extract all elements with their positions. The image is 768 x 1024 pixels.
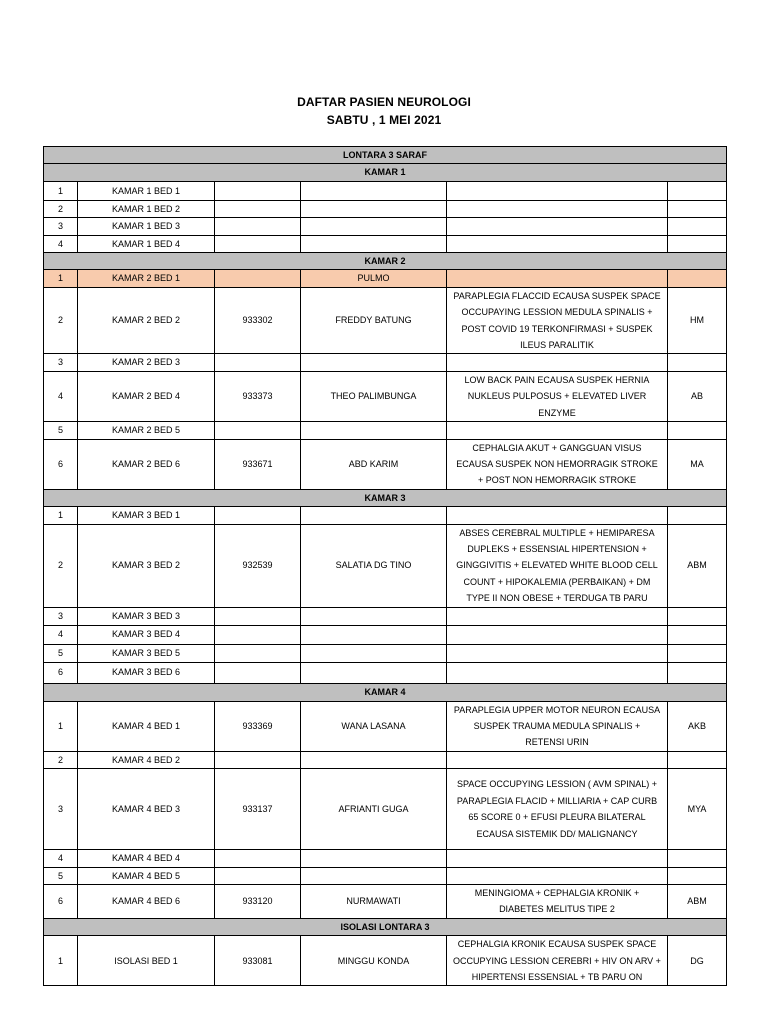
row-number: 3 [44, 354, 78, 371]
diagnosis [447, 422, 668, 439]
doctor-initials: ABM [668, 524, 727, 607]
diagnosis [447, 181, 668, 200]
bed-label: KAMAR 2 BED 2 [78, 287, 215, 354]
doctor-initials [668, 235, 727, 252]
medical-record-number: 933081 [215, 936, 301, 986]
patient-name: AFRIANTI GUGA [301, 769, 447, 850]
section-header: KAMAR 4 [44, 683, 727, 701]
medical-record-number: 933120 [215, 885, 301, 919]
medical-record-number [215, 181, 301, 200]
doctor-initials [668, 625, 727, 644]
patient-row [44, 625, 727, 644]
row-number: 2 [44, 287, 78, 354]
medical-record-number [215, 354, 301, 371]
medical-record-number [215, 235, 301, 252]
doctor-initials [668, 662, 727, 683]
row-number: 3 [44, 607, 78, 625]
patient-row [44, 287, 727, 354]
bed-label: KAMAR 1 BED 4 [78, 235, 215, 252]
row-number: 1 [44, 701, 78, 751]
medical-record-number [215, 751, 301, 768]
diagnosis [447, 507, 668, 524]
doctor-initials [668, 867, 727, 884]
doctor-initials: HM [668, 287, 727, 354]
diagnosis [447, 270, 668, 287]
patient-row [44, 936, 727, 986]
row-number: 5 [44, 867, 78, 884]
patient-row [44, 885, 727, 919]
row-number: 2 [44, 751, 78, 768]
bed-label: KAMAR 4 BED 1 [78, 701, 215, 751]
section-header: LONTARA 3 SARAF [44, 147, 727, 164]
row-number: 6 [44, 439, 78, 489]
medical-record-number [215, 662, 301, 683]
section-header: KAMAR 3 [44, 489, 727, 506]
bed-label: KAMAR 2 BED 1 [78, 270, 215, 287]
diagnosis: MENINGIOMA + CEPHALGIA KRONIK + DIABETES MELITUS TIPE 2 [447, 885, 668, 919]
diagnosis [447, 235, 668, 252]
patient-name: THEO PALIMBUNGA [301, 371, 447, 421]
patient-name: PULMO [301, 270, 447, 287]
page-title: DAFTAR PASIEN NEUROLOGI [297, 95, 471, 109]
section-header: KAMAR 2 [44, 253, 727, 270]
patient-name: SALATIA DG TINO [301, 524, 447, 607]
row-number: 4 [44, 371, 78, 421]
patient-name [301, 607, 447, 625]
medical-record-number [215, 607, 301, 625]
medical-record-number [215, 867, 301, 884]
medical-record-number: 933373 [215, 371, 301, 421]
patient-row [44, 235, 727, 252]
diagnosis [447, 218, 668, 235]
diagnosis: LOW BACK PAIN ECAUSA SUSPEK HERNIA NUKLEUS PULPOSUS + ELEVATED LIVER ENZYME [447, 371, 668, 421]
patient-name [301, 644, 447, 662]
patient-name: ABD KARIM [301, 439, 447, 489]
doctor-initials [668, 751, 727, 768]
doctor-initials [668, 200, 727, 217]
row-number: 3 [44, 769, 78, 850]
patient-row [44, 218, 727, 235]
patient-row [44, 701, 727, 751]
patient-name [301, 850, 447, 867]
patient-name [301, 507, 447, 524]
doctor-initials [668, 422, 727, 439]
bed-label: KAMAR 3 BED 6 [78, 662, 215, 683]
patient-row [44, 354, 727, 371]
section-header-row [44, 489, 727, 506]
row-number: 1 [44, 936, 78, 986]
patient-name [301, 354, 447, 371]
row-number: 2 [44, 200, 78, 217]
patient-name [301, 662, 447, 683]
doctor-initials: AKB [668, 701, 727, 751]
bed-label: KAMAR 3 BED 1 [78, 507, 215, 524]
diagnosis [447, 644, 668, 662]
doctor-initials [668, 181, 727, 200]
section-header-row [44, 164, 727, 181]
diagnosis: CEPHALGIA KRONIK ECAUSA SUSPEK SPACE OCCUPYING LESSION CEREBRI + HIV ON ARV + HIPERTENSI ESSENSIAL + TB PARU ON [447, 936, 668, 986]
bed-label: KAMAR 4 BED 2 [78, 751, 215, 768]
patient-row [44, 662, 727, 683]
medical-record-number: 933369 [215, 701, 301, 751]
row-number: 4 [44, 625, 78, 644]
bed-label: KAMAR 2 BED 4 [78, 371, 215, 421]
diagnosis [447, 662, 668, 683]
patient-row [44, 850, 727, 867]
patient-name [301, 200, 447, 217]
bed-label: KAMAR 4 BED 3 [78, 769, 215, 850]
section-header: KAMAR 1 [44, 164, 727, 181]
medical-record-number: 933302 [215, 287, 301, 354]
bed-label: KAMAR 3 BED 4 [78, 625, 215, 644]
patient-name: NURMAWATI [301, 885, 447, 919]
patient-name [301, 867, 447, 884]
bed-label: KAMAR 3 BED 5 [78, 644, 215, 662]
row-number: 1 [44, 181, 78, 200]
diagnosis [447, 354, 668, 371]
patient-name [301, 422, 447, 439]
patient-name [301, 751, 447, 768]
bed-label: KAMAR 2 BED 6 [78, 439, 215, 489]
row-number: 6 [44, 885, 78, 919]
doctor-initials [668, 607, 727, 625]
section-header-row [44, 147, 727, 164]
medical-record-number [215, 625, 301, 644]
bed-label: KAMAR 2 BED 3 [78, 354, 215, 371]
diagnosis [447, 607, 668, 625]
diagnosis: ABSES CEREBRAL MULTIPLE + HEMIPARESA DUPLEKS + ESSENSIAL HIPERTENSION + GINGGIVITIS + ELEVATED WHITE BLOOD CELL COUNT + HIPOKALEMIA (PERBAIKAN) + DM TYPE II NON OBESE + TERDUGA TB PARU [447, 524, 668, 607]
doctor-initials: MYA [668, 769, 727, 850]
diagnosis [447, 751, 668, 768]
patient-row [44, 507, 727, 524]
row-number: 5 [44, 644, 78, 662]
doctor-initials: AB [668, 371, 727, 421]
diagnosis [447, 625, 668, 644]
patient-row [44, 769, 727, 850]
doctor-initials [668, 354, 727, 371]
patient-name [301, 181, 447, 200]
medical-record-number [215, 507, 301, 524]
medical-record-number [215, 270, 301, 287]
bed-label: KAMAR 1 BED 1 [78, 181, 215, 200]
patient-row [44, 607, 727, 625]
patient-name: MINGGU KONDA [301, 936, 447, 986]
medical-record-number [215, 422, 301, 439]
bed-label: ISOLASI BED 1 [78, 936, 215, 986]
patient-table-body [44, 147, 727, 986]
patient-row [44, 644, 727, 662]
row-number: 6 [44, 662, 78, 683]
section-header-row [44, 253, 727, 270]
diagnosis: CEPHALGIA AKUT + GANGGUAN VISUS ECAUSA SUSPEK NON HEMORRAGIK STROKE + POST NON HEMORRAGIK STROKE [447, 439, 668, 489]
medical-record-number [215, 850, 301, 867]
doctor-initials [668, 850, 727, 867]
row-number: 4 [44, 235, 78, 252]
row-number: 3 [44, 218, 78, 235]
medical-record-number: 933137 [215, 769, 301, 850]
doctor-initials: DG [668, 936, 727, 986]
diagnosis: SPACE OCCUPYING LESSION ( AVM SPINAL) + PARAPLEGIA FLACID + MILLIARIA + CAP CURB 65 SCORE 0 + EFUSI PLEURA BILATERAL ECAUSA SISTEMIK DD/ MALIGNANCY [447, 769, 668, 850]
page-date: SABTU , 1 MEI 2021 [326, 113, 442, 127]
doctor-initials [668, 270, 727, 287]
bed-label: KAMAR 1 BED 3 [78, 218, 215, 235]
patient-name [301, 218, 447, 235]
patient-row [44, 867, 727, 884]
bed-label: KAMAR 4 BED 5 [78, 867, 215, 884]
row-number: 4 [44, 850, 78, 867]
patient-row [44, 422, 727, 439]
patient-row [44, 439, 727, 489]
section-header: ISOLASI LONTARA 3 [44, 918, 727, 935]
patient-table [43, 146, 727, 986]
bed-label: KAMAR 1 BED 2 [78, 200, 215, 217]
bed-label: KAMAR 3 BED 3 [78, 607, 215, 625]
row-number: 1 [44, 270, 78, 287]
patient-name [301, 235, 447, 252]
row-number: 2 [44, 524, 78, 607]
row-number: 1 [44, 507, 78, 524]
patient-name: FREDDY BATUNG [301, 287, 447, 354]
row-number: 5 [44, 422, 78, 439]
patient-name [301, 625, 447, 644]
patient-row [44, 524, 727, 607]
section-header-row [44, 683, 727, 701]
bed-label: KAMAR 4 BED 6 [78, 885, 215, 919]
doctor-initials [668, 644, 727, 662]
diagnosis: PARAPLEGIA UPPER MOTOR NEURON ECAUSA SUSPEK TRAUMA MEDULA SPINALIS + RETENSI URIN [447, 701, 668, 751]
doctor-initials: MA [668, 439, 727, 489]
patient-row [44, 181, 727, 200]
diagnosis [447, 867, 668, 884]
patient-row [44, 371, 727, 421]
patient-row [44, 200, 727, 217]
section-header-row [44, 918, 727, 935]
doctor-initials [668, 507, 727, 524]
medical-record-number [215, 218, 301, 235]
medical-record-number: 933671 [215, 439, 301, 489]
bed-label: KAMAR 3 BED 2 [78, 524, 215, 607]
doctor-initials: ABM [668, 885, 727, 919]
patient-name: WANA LASANA [301, 701, 447, 751]
bed-label: KAMAR 4 BED 4 [78, 850, 215, 867]
medical-record-number [215, 200, 301, 217]
patient-row [44, 751, 727, 768]
patient-row [44, 270, 727, 287]
diagnosis: PARAPLEGIA FLACCID ECAUSA SUSPEK SPACE OCCUPAYING LESSION MEDULA SPINALIS + POST COVID 19 TERKONFIRMASI + SUSPEK ILEUS PARALITIK [447, 287, 668, 354]
medical-record-number [215, 644, 301, 662]
medical-record-number: 932539 [215, 524, 301, 607]
bed-label: KAMAR 2 BED 5 [78, 422, 215, 439]
doctor-initials [668, 218, 727, 235]
diagnosis [447, 200, 668, 217]
diagnosis [447, 850, 668, 867]
